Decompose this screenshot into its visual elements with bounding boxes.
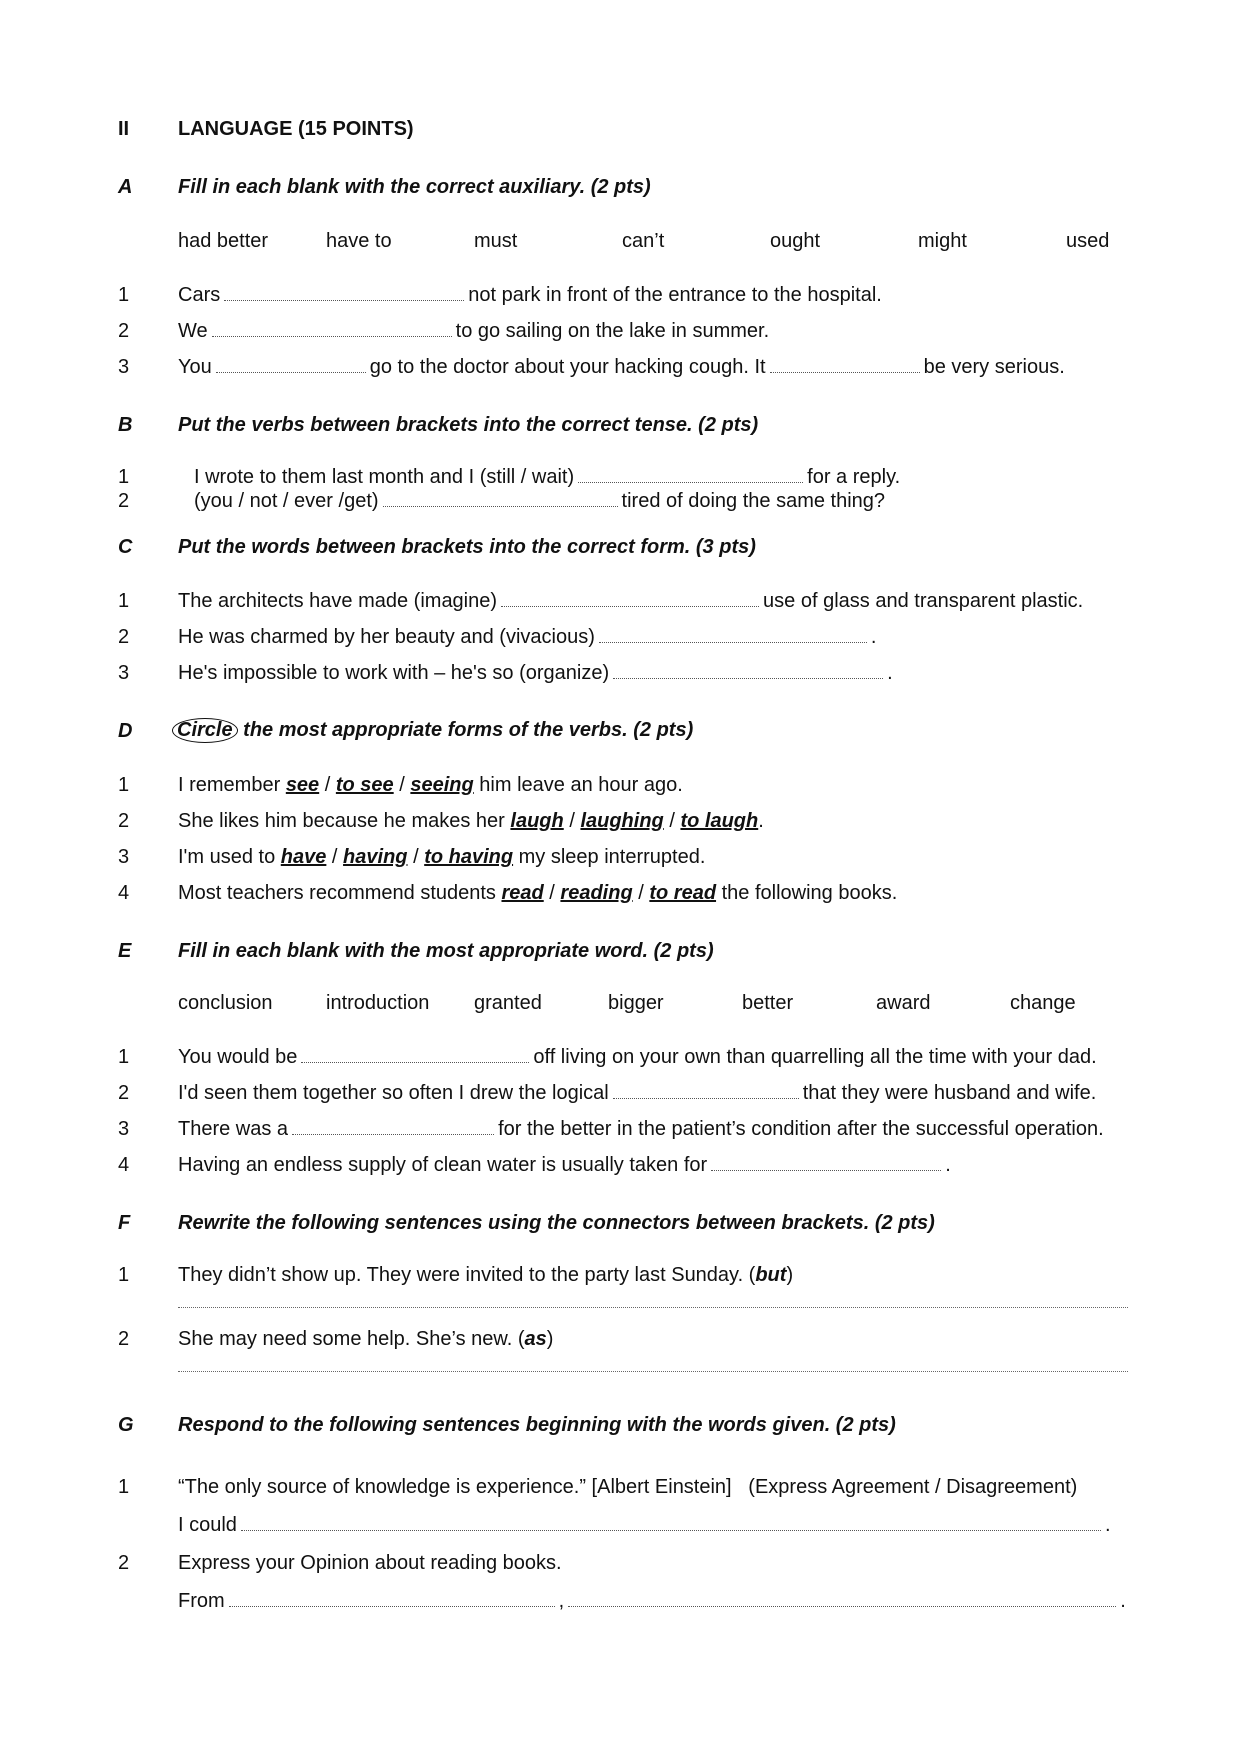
item-start: I could — [178, 1514, 237, 1536]
item-number: 2 — [118, 1328, 130, 1350]
word-bank-item: ought — [770, 230, 821, 252]
item-text: We — [178, 320, 208, 342]
item-text: I'm used to — [178, 846, 276, 868]
answer-blank[interactable] — [501, 605, 759, 607]
word-bank-item: have to — [326, 230, 392, 252]
item-number: 3 — [118, 356, 130, 378]
section-number: II — [118, 118, 130, 140]
answer-blank[interactable] — [613, 677, 883, 679]
connector-word: as — [524, 1328, 547, 1350]
option-separator: / — [399, 774, 405, 796]
verb-option[interactable]: to read — [649, 882, 717, 904]
answer-blank[interactable] — [711, 1169, 941, 1171]
item-text: go to the doctor about your hacking cough. It — [369, 356, 766, 378]
word-bank-item: must — [474, 230, 518, 252]
item-text: . — [870, 626, 877, 648]
item-number: 3 — [118, 846, 130, 868]
item-number: 2 — [118, 626, 130, 648]
item-text: my sleep interrupted. — [518, 846, 706, 868]
part-c-instruction: Put the words between brackets into the correct form. (3 pts) — [178, 536, 756, 558]
word-bank-item: granted — [474, 992, 542, 1014]
item-text: There was a — [178, 1118, 289, 1140]
item-start: From — [178, 1590, 225, 1612]
answer-blank[interactable] — [578, 481, 803, 483]
verb-option[interactable]: seeing — [410, 774, 474, 796]
item-text: the following books. — [721, 882, 898, 904]
word-bank-item: can’t — [622, 230, 665, 252]
option-separator: / — [549, 882, 555, 904]
answer-blank[interactable] — [568, 1605, 1116, 1607]
item-number: 1 — [118, 1264, 130, 1286]
item-number: 2 — [118, 320, 130, 342]
item-text: You would be — [178, 1046, 298, 1068]
option-separator: / — [331, 846, 338, 868]
item-number: 2 — [118, 490, 130, 512]
word-bank-item: bigger — [608, 992, 664, 1014]
item-number: 4 — [118, 1154, 130, 1176]
item-number: 4 — [118, 882, 130, 904]
verb-option[interactable]: to laugh — [680, 810, 759, 832]
part-d-letter: D — [118, 720, 133, 742]
end-punct: . — [1120, 1590, 1126, 1612]
word-bank-item: change — [1010, 992, 1076, 1014]
item-text: I wrote to them last month and I (still / wait) — [194, 466, 575, 488]
answer-blank[interactable] — [216, 371, 366, 373]
answer-blank[interactable] — [383, 505, 618, 507]
verb-option[interactable]: laughing — [580, 810, 664, 832]
word-bank-item: used — [1066, 230, 1110, 252]
answer-line[interactable] — [178, 1370, 1128, 1372]
item-number: 3 — [118, 662, 130, 684]
word-bank-item: award — [876, 992, 931, 1014]
item-text: . — [887, 662, 893, 684]
part-b-letter: B — [118, 414, 133, 436]
verb-option[interactable]: read — [501, 882, 544, 904]
item-text: (you / not / ever /get) — [194, 490, 379, 512]
item-text: Cars — [178, 284, 221, 306]
close-paren: ) — [786, 1264, 794, 1286]
verb-option[interactable]: have — [280, 846, 327, 868]
word-bank-item: had better — [178, 230, 269, 252]
item-text: use of glass and transparent plastic. — [763, 590, 1084, 612]
item-number: 2 — [118, 1082, 130, 1104]
item-number: 2 — [118, 1552, 130, 1574]
answer-blank[interactable] — [292, 1133, 494, 1135]
item-text: that they were husband and wife. — [802, 1082, 1097, 1104]
end-punct: . — [1104, 1514, 1111, 1536]
part-a-letter: A — [118, 176, 133, 198]
item-text: You — [178, 356, 212, 378]
item-text: She likes him because he makes her — [178, 810, 505, 832]
word-bank-item: might — [918, 230, 967, 252]
item-number: 1 — [118, 1046, 130, 1068]
item-text: . — [758, 810, 764, 832]
item-text: Having an endless supply of clean water is usually taken for — [178, 1154, 708, 1176]
item-text: be very serious. — [923, 356, 1065, 378]
part-f-instruction: Rewrite the following sentences using the connectors between brackets. (2 pts) — [178, 1212, 935, 1234]
answer-blank[interactable] — [224, 299, 464, 301]
item-number: 2 — [118, 810, 130, 832]
answer-blank[interactable] — [229, 1605, 555, 1607]
item-number: 1 — [118, 590, 130, 612]
item-text: He's impossible to work with – he's so (organize) — [178, 662, 610, 684]
part-e-instruction: Fill in each blank with the most appropriate word. (2 pts) — [178, 940, 714, 962]
item-text: I remember — [178, 774, 281, 796]
item-text: She may need some help. She’s new. ( — [178, 1328, 525, 1350]
item-text: Express your Opinion about reading books. — [178, 1552, 562, 1574]
section-title: LANGUAGE (15 POINTS) — [178, 118, 414, 140]
option-separator: / — [324, 774, 331, 796]
item-text: him leave an hour ago. — [479, 774, 683, 796]
answer-blank[interactable] — [613, 1097, 799, 1099]
part-c-letter: C — [118, 536, 133, 558]
item-text: for a reply. — [807, 466, 901, 488]
part-b-instruction: Put the verbs between brackets into the correct tense. (2 pts) — [178, 414, 759, 436]
item-number: 1 — [118, 774, 130, 796]
answer-blank[interactable] — [212, 335, 452, 337]
part-g-instruction: Respond to the following sentences beginning with the words given. (2 pts) — [178, 1414, 896, 1436]
part-g-letter: G — [118, 1414, 134, 1436]
instruction-text: the most appropriate forms of the verbs. (2 pts) — [243, 719, 694, 741]
part-f-letter: F — [118, 1212, 131, 1234]
item-text: . — [945, 1154, 951, 1176]
item-text: I'd seen them together so often I drew the logical — [178, 1082, 609, 1104]
answer-line[interactable] — [178, 1306, 1128, 1308]
verb-option[interactable]: to see — [335, 774, 394, 796]
verb-option[interactable]: reading — [560, 882, 633, 904]
item-number: 1 — [118, 284, 130, 306]
answer-blank[interactable] — [301, 1061, 529, 1063]
answer-blank[interactable] — [599, 641, 867, 643]
item-text: not park in front of the entrance to the hospital. — [468, 284, 882, 306]
item-text: The architects have made (imagine) — [178, 590, 498, 612]
word-bank-item: conclusion — [178, 992, 273, 1014]
item-text: Most teachers recommend students — [178, 882, 496, 904]
comma: , — [558, 1590, 565, 1612]
item-number: 3 — [118, 1118, 130, 1140]
item-text: off living on your own than quarrelling all the time with your dad. — [533, 1046, 1097, 1068]
item-text: They didn’t show up. They were invited to the party last Sunday. ( — [178, 1264, 756, 1286]
item-number: 1 — [118, 1476, 130, 1498]
item-number: 1 — [118, 466, 130, 488]
part-d-instruction — [178, 718, 693, 743]
verb-option[interactable]: laugh — [510, 810, 564, 832]
circle-word: Circle — [172, 718, 238, 743]
word-bank-item: better — [742, 992, 794, 1014]
item-text: to go sailing on the lake in summer. — [455, 320, 770, 342]
verb-option[interactable]: see — [285, 774, 320, 796]
option-separator: / — [413, 846, 419, 868]
connector-word: but — [755, 1264, 787, 1286]
part-e-letter: E — [118, 940, 132, 962]
close-paren: ) — [546, 1328, 554, 1350]
answer-blank[interactable] — [770, 371, 920, 373]
item-text: tired of doing the same thing? — [621, 490, 886, 512]
option-separator: / — [669, 810, 675, 832]
item-text: “The only source of knowledge is experience.” [Albert Einstein] (Express Agreement / Disagreement) — [178, 1476, 1078, 1498]
option-separator: / — [638, 882, 644, 904]
answer-blank[interactable] — [241, 1529, 1101, 1531]
verb-option[interactable]: to having — [424, 846, 514, 868]
item-text: He was charmed by her beauty and (vivacious) — [178, 626, 595, 648]
part-a-instruction: Fill in each blank with the correct auxiliary. (2 pts) — [178, 176, 651, 198]
option-separator: / — [569, 810, 575, 832]
word-bank-item: introduction — [326, 992, 430, 1014]
verb-option[interactable]: having — [343, 846, 408, 868]
item-text: for the better in the patient’s condition after the successful operation. — [498, 1118, 1104, 1140]
